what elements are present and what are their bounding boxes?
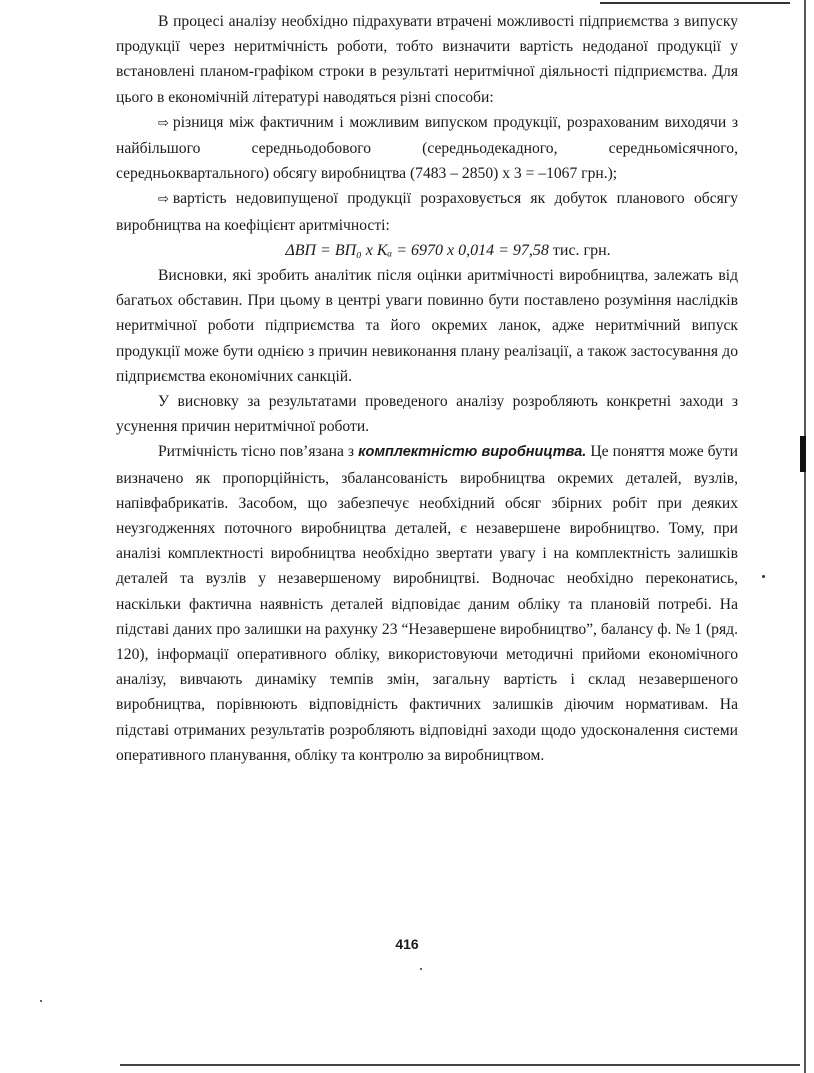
- bottom-rule: [120, 1064, 800, 1066]
- emphasis-term: комплектністю виробництва.: [358, 444, 587, 461]
- right-arrow-outline-icon: ⇨: [158, 115, 169, 131]
- paragraph: Висновки, які зробить аналітик після оцінки аритмічності виробництва, залежать від багатьох обставин. При цьому в центрі уваги повинно бути поставлено розуміння наслідків неритмічної роботи підприємства та його окремих ланок, адже неритмічний випуск продукції може бути однією з причин невиконання плану реалізації, а також застосування до підприємства економічних санкцій.: [116, 267, 738, 385]
- list-item: [116, 110, 738, 187]
- scan-mark: [800, 436, 806, 472]
- paragraph-text: Ритмічність тісно пов’язана з: [158, 443, 359, 461]
- list-item-text: вартість недовипущеної продукції розраховується як добуток планового обсягу виробництва на коефіцієнт аритмічності:: [116, 190, 738, 234]
- page-number: 416: [395, 936, 419, 952]
- top-rule: [600, 2, 790, 4]
- body-text: [116, 9, 738, 768]
- formula-expression: ΔВП = ВП₀ х Kₐ = 6970 х 0,014 = 97,58: [285, 241, 549, 259]
- paragraph: В процесі аналізу необхідно підрахувати втрачені можливості підприємства з випуску продукції через неритмічність роботи, тобто визначити вартість недоданої продукції у встановлені планом-графіком строки в результаті неритмічної діяльності підприємства. Для цього в економічній літературі наводяться різні способи:: [116, 13, 738, 106]
- list-item: [116, 186, 738, 237]
- list-item-text: різниця між фактичним і можливим випуском продукції, розрахованим виходячи з найбільшого середньодобового (середньодекадного, середньомісячного, середньоквартального) обсягу виробництва (7483 – 2850) х 3 = –1067 грн.);: [116, 113, 738, 183]
- scan-speck: [420, 968, 422, 970]
- scan-speck: [762, 575, 765, 578]
- paragraph: У висновку за результатами проведеного аналізу розробляють конкретні заходи з усунення причин неритмічної роботи.: [116, 393, 738, 436]
- paragraph-text: Це поняття може бути визначено як пропорційність, збалансованість виробництва окремих деталей, вузлів, напівфабрикатів. Засобом, що забезпечує необхідний обсяг збірних робіт при деяких неузгодженнях поточного виробництва деталей, є незавершене виробництво. Тому, при аналізі комплектності виробництва необхідно звертати увагу і на комплектність залишків деталей та вузлів у незавершеному виробництві. Водночас необхідно переконатись, наскільки фактична наявність деталей відповідає даним обліку та плановій потребі. На підставі даних про залишки на рахунку 23 “Незавершене виробництво”, балансу ф. № 1 (ряд. 120), інформації оперативного обліку, використовуючи методичні прийоми економічного аналізу, вивчають динаміку темпів змін, загальну вартість і склад незавершеного виробництва, порівнюють відповідність фактичних залишків діючим нормативам. На підставі отриманих результатів розробляють відповідні заходи щодо удосконалення системи оперативного планування, обліку та контролю за виробництвом.: [116, 443, 738, 764]
- paragraph: [116, 439, 738, 768]
- formula: [116, 238, 738, 263]
- page-edge-shadow: [804, 0, 806, 1073]
- scan-speck: [40, 1000, 42, 1002]
- formula-unit: тис. грн.: [552, 241, 611, 259]
- right-arrow-outline-icon: ⇨: [158, 192, 169, 208]
